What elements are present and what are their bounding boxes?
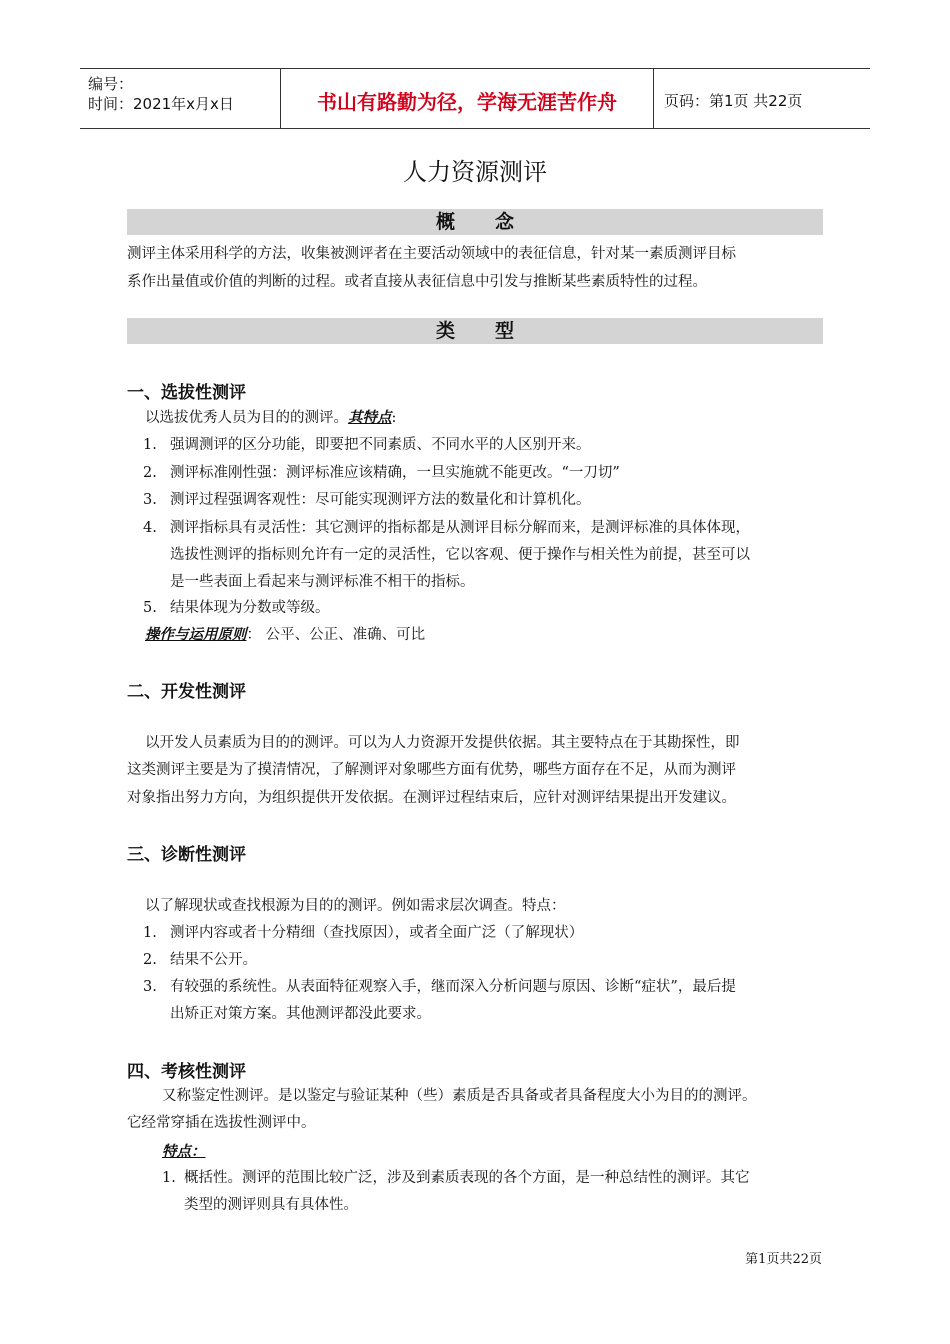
- list-item-text: 类型的测评则具有具体性。: [184, 1197, 358, 1213]
- list-item-number: 2.: [143, 952, 157, 968]
- section-1-feature-label: 其特点: [348, 409, 392, 426]
- section-1-intro-text: 以选拔优秀人员为目的的测评。: [145, 410, 348, 426]
- list-item-number: 2.: [143, 465, 157, 481]
- list-item-number: 1.: [143, 437, 157, 453]
- list-item-text: 测评指标具有灵活性：其它测评的指标都是从测评目标分解而来，是测评标准的具体体现，: [170, 520, 750, 536]
- section-4-feature-label: 特点：: [162, 1143, 206, 1160]
- motto-text: 书山有路勤为径，学海无涯苦作舟: [317, 90, 617, 114]
- concept-line-1: 测评主体采用科学的方法，收集被测评者在主要活动领域中的表征信息，针对某一素质测评目标: [127, 246, 736, 262]
- date-label: 时间：2021年x月x日: [88, 95, 234, 113]
- principle-text: ： 公平、公正、准确、可比: [246, 627, 426, 643]
- list-item-number: 1.: [143, 925, 157, 941]
- page-footer: 第1页共22页: [745, 1252, 822, 1267]
- document-header: [80, 68, 870, 129]
- list-item-text: 测评内容或者十分精细（查找原因），或者全面广泛（了解现状）: [170, 925, 584, 941]
- list-item-text: 结果不公开。: [170, 952, 257, 968]
- section-2-line-2: 这类测评主要是为了摸清情况，了解测评对象哪些方面有优势，哪些方面存在不足，从而为测评: [127, 762, 736, 778]
- section-1-principle: [145, 620, 425, 650]
- list-item-number: 1.: [162, 1170, 176, 1186]
- header-meta-cell: [80, 69, 281, 128]
- section-3-title: 三、诊断性测评: [127, 845, 246, 865]
- section-2-title: 二、开发性测评: [127, 682, 246, 702]
- number-label: 编号：: [88, 75, 134, 93]
- section-4-feature: [162, 1137, 206, 1167]
- section-4-line-2: 它经常穿插在选拔性测评中。: [127, 1115, 316, 1131]
- list-item-number: 4.: [143, 520, 157, 536]
- document-title: 人力资源测评: [403, 158, 547, 186]
- section-1-title: 一、选拔性测评: [127, 383, 246, 403]
- list-item-text: 是一些表面上看起来与测评标准不相干的指标。: [170, 574, 475, 590]
- list-item-text: 测评标准刚性强：测评标准应该精确，一旦实施就不能更改。“一刀切”: [170, 465, 620, 481]
- concept-heading: 概念: [127, 209, 823, 235]
- list-item-text: 有较强的系统性。从表面特征观察入手，继而深入分析问题与原因、诊断“症状”，最后提: [170, 979, 736, 995]
- section-4-title: 四、考核性测评: [127, 1062, 246, 1082]
- list-item-number: 3.: [143, 492, 157, 508]
- list-item-text: 强调测评的区分功能，即要把不同素质、不同水平的人区别开来。: [170, 437, 591, 453]
- list-item-text: 出矫正对策方案。其他测评都没此要求。: [170, 1006, 431, 1022]
- list-item-number: 3.: [143, 979, 157, 995]
- list-item-number: 5.: [143, 600, 157, 616]
- types-heading: 类型: [127, 318, 823, 344]
- section-2-line-3: 对象指出努力方向，为组织提供开发依据。在测评过程结束后，应针对测评结果提出开发建议。: [127, 790, 736, 806]
- concept-line-2: 系作出量值或价值的判断的过程。或者直接从表征信息中引发与推断某些素质特性的过程。: [127, 274, 707, 290]
- section-4-line-1: 又称鉴定性测评。是以鉴定与验证某种（些）素质是否具备或者具备程度大小为目的的测评。: [162, 1088, 757, 1104]
- header-motto-cell: [281, 69, 654, 128]
- section-3-intro: 以了解现状或查找根源为目的的测评。例如需求层次调查。特点：: [145, 898, 566, 914]
- list-item-text: 概括性。测评的范围比较广泛，涉及到素质表现的各个方面，是一种总结性的测评。其它: [184, 1170, 750, 1186]
- section-1-feature-colon: :: [391, 410, 397, 426]
- list-item-text: 测评过程强调客观性：尽可能实现测评方法的数量化和计算机化。: [170, 492, 591, 508]
- page-label: 页码：第1页 共22页: [664, 92, 803, 110]
- section-1-intro: [145, 403, 396, 433]
- principle-label: 操作与运用原则: [145, 626, 247, 643]
- list-item-text: 结果体现为分数或等级。: [170, 600, 330, 616]
- header-page-cell: [654, 69, 870, 128]
- list-item-text: 选拔性测评的指标则允许有一定的灵活性，它以客观、便于操作与相关性为前提，甚至可以: [170, 547, 750, 563]
- section-2-line-1: 以开发人员素质为目的的测评。可以为人力资源开发提供依据。其主要特点在于其勘探性，即: [145, 735, 740, 751]
